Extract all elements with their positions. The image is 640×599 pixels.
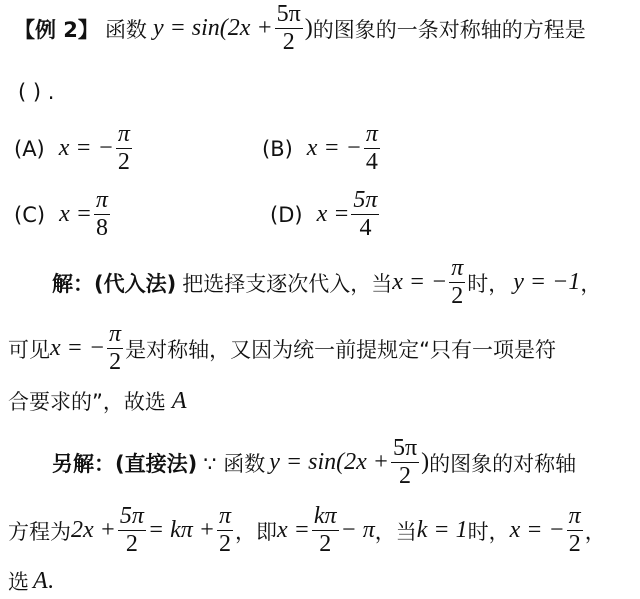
fraction-numerator: π	[107, 322, 123, 349]
solution1-title: 解：(代入法)	[52, 271, 177, 296]
solution2-text8: 选	[8, 570, 29, 594]
fraction-denominator: 2	[568, 531, 581, 558]
solution1-line2	[8, 322, 556, 375]
option-d-lhs: x =	[316, 201, 350, 228]
option-c	[14, 188, 112, 241]
fraction-numerator: 5π	[118, 504, 146, 531]
solution2-math3: = kπ +	[147, 517, 215, 544]
solution2-title: 另解：(直接法)	[52, 451, 198, 476]
solution1-line3	[8, 386, 187, 416]
fraction-denominator: 2	[109, 349, 122, 376]
problem-fraction	[275, 2, 303, 55]
fraction-numerator: 5π	[351, 188, 379, 215]
fraction-numerator: π	[116, 122, 132, 149]
solution2-math4: x =	[277, 517, 310, 544]
solution1-text3: ，	[580, 271, 602, 296]
fraction-denominator: 2	[451, 283, 464, 310]
solution2-text3: 方程为	[8, 519, 71, 544]
solution1-fraction1	[449, 256, 465, 309]
answer-blank	[18, 80, 54, 104]
option-d-fraction	[351, 188, 379, 241]
option-b	[262, 122, 382, 175]
fraction-numerator: π	[217, 504, 233, 531]
solution2-fraction2	[118, 504, 146, 557]
fraction-numerator: kπ	[312, 504, 339, 531]
solution1-answer: A	[171, 387, 187, 414]
solution2-text5: ，当	[374, 519, 417, 544]
problem-func: y = sin(2x +	[152, 15, 273, 42]
fraction-denominator: 4	[359, 215, 372, 242]
fraction-denominator: 2	[319, 531, 332, 558]
option-a-lhs: x = −	[58, 135, 114, 162]
solution2-period: .	[47, 567, 54, 594]
solution2-text2: 的图象的对称轴	[429, 451, 577, 476]
option-a-label: (A)	[14, 136, 45, 161]
option-a-fraction	[116, 122, 132, 175]
problem-line	[14, 2, 586, 55]
fraction-numerator: π	[364, 122, 380, 149]
solution1-math1: x = −	[392, 269, 448, 296]
fraction-numerator: 5π	[275, 2, 303, 29]
solution1-math2: y = −1	[513, 269, 581, 296]
solution2-text7: ，	[584, 519, 606, 544]
option-d	[270, 188, 381, 241]
solution2-text6: 时，	[467, 519, 510, 544]
example-tag: 【例 2】	[14, 17, 99, 42]
fraction-denominator: 2	[218, 531, 231, 558]
solution2-fraction3	[217, 504, 233, 557]
solution1-line1	[52, 256, 601, 309]
solution1-text2: 时，	[467, 271, 510, 296]
solution2-line1	[52, 436, 576, 489]
solution2-math2: 2x +	[71, 517, 116, 544]
fraction-numerator: π	[94, 188, 110, 215]
solution2-line3	[8, 566, 54, 596]
solution2-fraction7	[567, 504, 583, 557]
option-d-label: (D)	[270, 202, 303, 227]
option-a	[14, 122, 134, 175]
option-c-lhs: x =	[59, 201, 92, 228]
solution2-answer: A	[33, 567, 48, 594]
solution2-fraction4	[312, 504, 339, 557]
solution1-math3: x = −	[50, 335, 106, 362]
fraction-denominator: 2	[282, 29, 295, 56]
solution1-text6: 合要求的”，故选	[8, 390, 166, 414]
fraction-denominator: 2	[117, 149, 130, 176]
problem-pre: 函数	[104, 17, 147, 42]
solution2-math7: x = −	[509, 517, 565, 544]
fraction-numerator: 5π	[391, 436, 419, 463]
solution2-text1: ∵ 函数	[203, 451, 266, 476]
option-b-lhs: x = −	[306, 135, 362, 162]
answer-blank-text: ( ) .	[18, 80, 55, 104]
fraction-denominator: 2	[125, 531, 138, 558]
solution2-math6: k = 1	[416, 517, 468, 544]
fraction-numerator: π	[567, 504, 583, 531]
solution2-text4: ，即	[235, 519, 277, 544]
solution1-text4: 可见	[8, 337, 50, 362]
fraction-denominator: 8	[95, 215, 108, 242]
solution1-text1: 把选择支逐次代入，当	[182, 271, 393, 296]
option-c-fraction	[94, 188, 110, 241]
solution2-math1: y = sin(2x +	[269, 449, 389, 476]
fraction-denominator: 2	[399, 463, 412, 490]
solution2-fraction1	[391, 436, 419, 489]
solution2-math1-close: )	[421, 449, 430, 476]
solution2-line2	[8, 504, 606, 557]
fraction-denominator: 4	[365, 149, 378, 176]
problem-func-close: )	[304, 15, 313, 42]
solution2-math5: − π	[340, 517, 375, 544]
solution1-fraction3	[107, 322, 123, 375]
option-b-fraction	[364, 122, 380, 175]
option-b-label: (B)	[262, 136, 293, 161]
solution1-text5: 是对称轴，又因为统一前提规定“只有一项是符	[125, 337, 556, 362]
fraction-numerator: π	[449, 256, 465, 283]
problem-post: 的图象的一条对称轴的方程是	[312, 17, 586, 42]
option-c-label: (C)	[14, 202, 46, 227]
